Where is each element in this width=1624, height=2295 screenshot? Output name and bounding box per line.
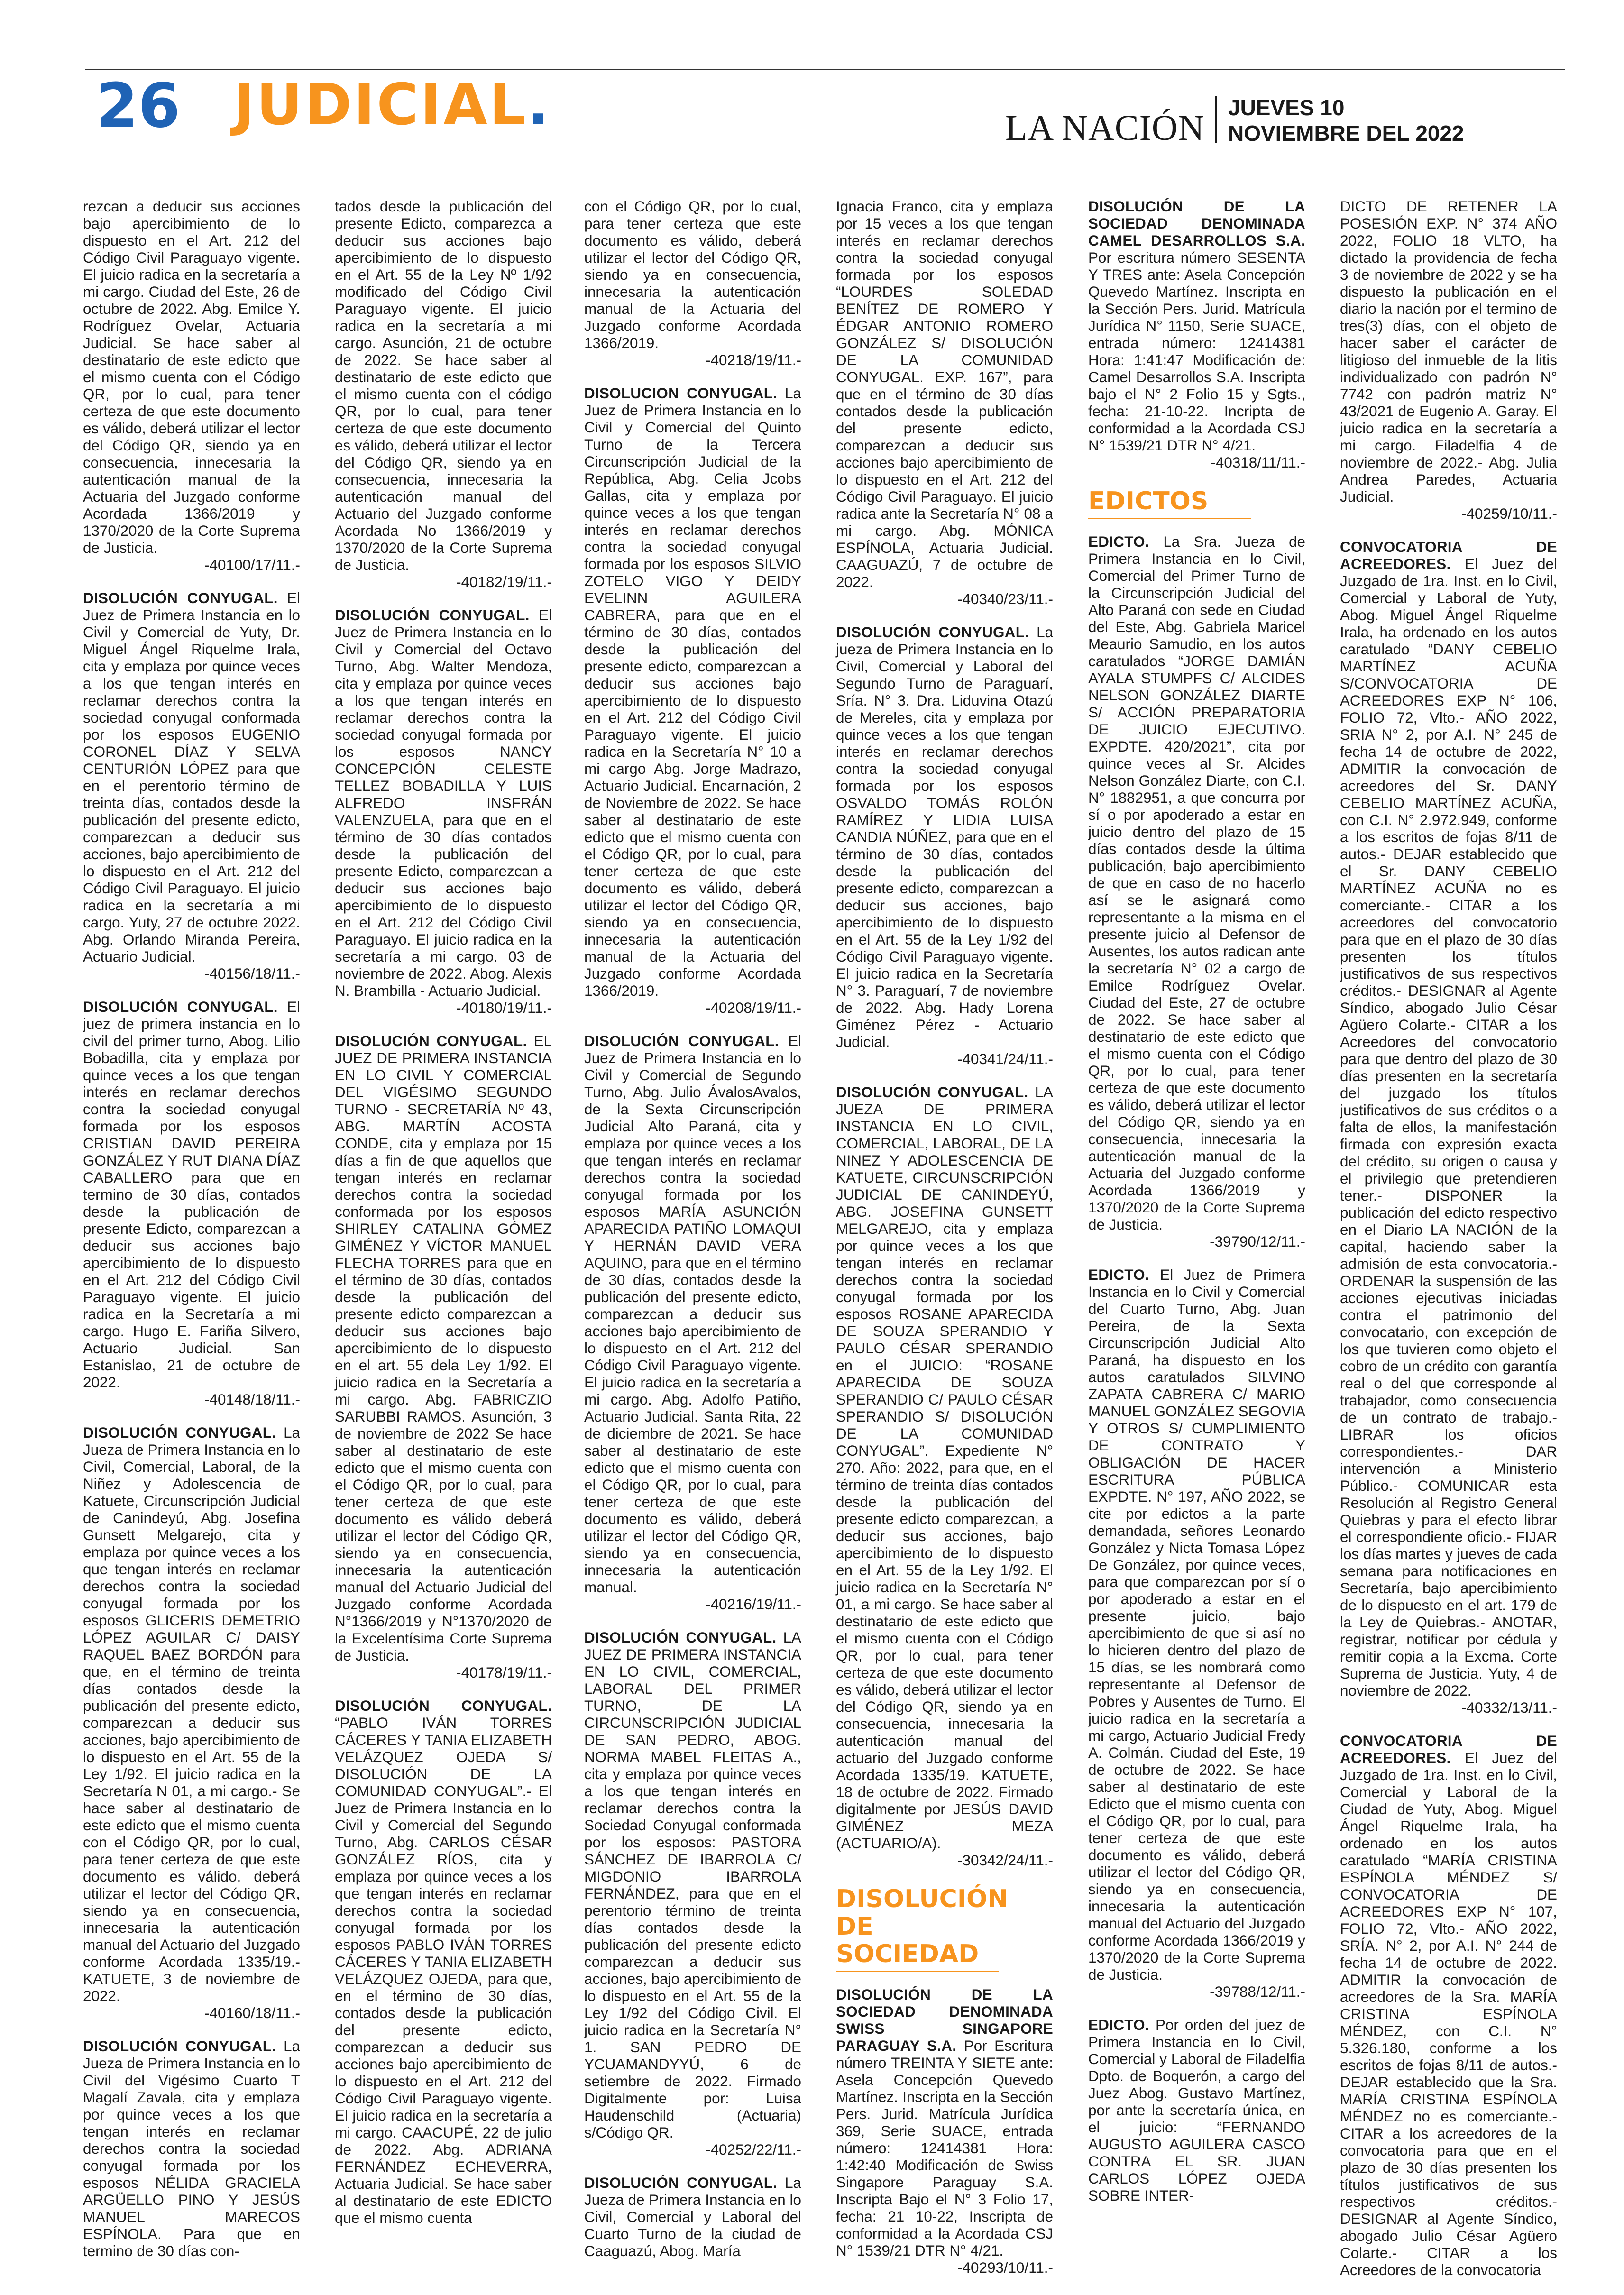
- notice-title: EDICTO.: [1088, 1267, 1149, 1283]
- notice-body: La Jueza de Primera Instancia en lo Civil, Comercial y Laboral del Cuarto Turno de la ciudad de Caaguazú, Abog. María: [584, 2175, 801, 2259]
- notice: [1340, 1733, 1557, 2279]
- notice: [1340, 198, 1557, 523]
- notice: [584, 1629, 801, 2158]
- issue-weekday: JUEVES 10: [1228, 95, 1345, 120]
- notice-title: DISOLUCIÓN CONYUGAL.: [83, 1424, 276, 1441]
- notice-title: CONVOCATORIA DE ACREEDORES.: [1340, 1733, 1557, 1766]
- section-name: JUDICIAL: [233, 72, 528, 138]
- notice-reference: -40216/19/11.-: [706, 1596, 801, 1613]
- notice-title: DISOLUCIÓN CONYUGAL.: [584, 1033, 779, 1049]
- notice: [1340, 539, 1557, 1717]
- notice-title: DISOLUCIÓN CONYUGAL.: [335, 1698, 552, 1714]
- notice-reference: -40218/19/11.-: [706, 352, 801, 368]
- notice-body: Ignacia Franco, cita y emplaza por 15 veces a los que tengan interés en reclamar derechos contra la sociedad conyugal formada por los esposos “LOURDES SOLEDAD BENÍTEZ DE ROMERO Y ÉDGAR ANTONIO ROMERO GONZÁLEZ S/ DISOLUCIÓN DE LA COMUNIDAD CONYUGAL. EXP. 167”, para que en el término de 30 días contados desde la publicación del presente edicto, comparezcan a deducir sus acciones bajo apercibimiento de lo dispuesto en el Art. 212 del Código Civil Paraguayo. El juicio radica ante la Secretaría N° 08 a mi cargo. Abg. MÓNICA ESPÍNOLA, Actuaria Judicial. CAAGUAZÚ, 7 de octubre de 2022.: [836, 198, 1053, 590]
- notice-body: EL JUEZ DE PRIMERA INSTANCIA EN LO CIVIL Y COMERCIAL DEL VIGÉSIMO SEGUNDO TURNO - SECRETARÍA Nº 43, ABG. MARTÍN ACOSTA CONDE, cita y emplaza por 15 días a fin de que aquellos que tengan interés en reclamar derechos contra la sociedad conformada por los esposos SHIRLEY CATALINA GÓMEZ GIMÉNEZ Y VÍCTOR MANUEL FLECHA TORRES para que en el término de 30 días, contados desde la publicación del presente edicto comparezcan a deducir sus acciones bajo apercibimiento de lo dispuesto en el art. 55 dela Ley 1/92. El juicio radica en la Secretaría a mi cargo. Abg. FABRICZIO SARUBBI RAMOS. Asunción, 3 de noviembre de 2022 Se hace saber al destinatario de este edicto que el mismo cuenta con el Código QR, por lo cual, para tener certeza de que este documento es válido deberá utilizar el lector del Código QR, siendo ya en consecuencia, innecesaria la autenticación manual del Actuario Judicial del Juzgado conforme Acordada N°1366/2019 y N°1370/2020 de la Excelentísima Corte Suprema de Justicia.: [335, 1033, 552, 1664]
- notice: [584, 385, 801, 1017]
- issue-month-year: NOVIEMBRE DEL 2022: [1228, 121, 1464, 146]
- notice-reference: -40180/19/11.-: [456, 1000, 552, 1016]
- notice: [1088, 198, 1305, 471]
- notice-title: CONVOCATORIA DE ACREEDORES.: [1340, 539, 1557, 572]
- issue-date: [1228, 95, 1464, 146]
- notice-body: La Jueza de Primera Instancia en lo Civil del Vigésimo Cuarto T Magalí Zavala, cita y emplaza por quince veces a los que tengan interés en reclamar derechos contra la sociedad conyugal formada por los esposos NÉLIDA GRACIELA ARGÜELLO PINO Y JESÚS MANUEL MARECOS ESPÍNOLA. Para que en termino de 30 días con-: [83, 2038, 300, 2259]
- notice: [836, 1084, 1053, 1869]
- section-heading-line: EDICTOS: [1088, 487, 1209, 515]
- notice-reference: -39788/12/11.-: [1210, 1983, 1305, 2000]
- notice-reference: -40340/23/11.-: [957, 591, 1053, 607]
- notice-body: El Juez del Juzgado de 1ra. Inst. en lo Civil, Comercial y Laboral de la Ciudad de Yuty, Abog. Miguel Ángel Riquelme Irala, ha ordenado en los autos caratulado “MARÍA CRISTINA ESPÍNOLA MÉNDEZ S/ CONVOCATORIA DE ACREEDORES EXP N° 107, FOLIO 72, Vlto.- AÑO 2022, SRÍA. N° 2, por A.I. N° 244 de fecha 14 de octubre de 2022. ADMITIR la convocación de acreedores de la Sra. MARÍA CRISTINA ESPÍNOLA MÉNDEZ, con C.I. N° 5.326.180, conforme a los escritos de fojas 8/11 de autos.- DEJAR establecido que la Sra. MARÍA CRISTINA ESPÍNOLA MÉNDEZ no es comerciante.- CITAR a los acreedores de la convocatoria para que en el plazo de 30 días presenten los títulos justificativos de sus respectivos créditos.- DESIGNAR al Agente Síndico, abogado Julio César Agüero Colarte.- CITAR a los Acreedores de la convocatoria: [1340, 1750, 1557, 2278]
- column-1: [83, 198, 300, 2276]
- notice-title: EDICTO.: [1088, 533, 1149, 550]
- notice-title: DISOLUCIÓN CONYUGAL.: [83, 2038, 276, 2055]
- notice-body: Por Escritura número TREINTA Y SIETE ante: Asela Concepción Quevedo Martínez. Inscripta en la Sección Pers. Jurid. Matrícula Jurídica 369, Serie SUACE, entrada número: 12414381 Hora: 1:42:40 Modificación de Swiss Singapore Paraguay S.A. Inscripta Bajo el N° 3 Folio 17, fecha: 21 10-22, Inscripta de conformidad a la Acordada CSJ N° 1539/21 DTR N° 4/21.: [836, 2038, 1053, 2259]
- notice-title: DISOLUCIÓN DE LA SOCIEDAD DENOMINADA CAMEL DESARROLLOS S.A.: [1088, 198, 1305, 249]
- notice-reference: -40341/24/11.-: [957, 1051, 1053, 1067]
- notice-body: El Juez de Primera Instancia en lo Civil y Comercial de Yuty, Dr. Miguel Ángel Riquelme Irala, cita y emplaza por quince veces a los que tengan interés en reclamar derechos contra la sociedad conyugal conformada por los esposos EUGENIO CORONEL DÍAZ Y SELVA CENTURIÓN LÓPEZ para que en el perentorio término de treinta días, contados desde la publicación del presente edicto, comparezcan a deducir sus acciones, bajo apercibimiento de lo dispuesto en el Art. 212 del Código Civil Paraguayo. El juicio radica en la secretaría a mi cargo. Yuty, 27 de octubre 2022. Abg. Orlando Miranda Pereira, Actuario Judicial.: [83, 590, 300, 965]
- notice: [335, 1698, 552, 2227]
- section-heading-line: DISOLUCIÓN: [836, 1885, 1008, 1913]
- notice: [83, 198, 300, 574]
- notice-reference: -40182/19/11.-: [456, 574, 552, 590]
- notice: [335, 1033, 552, 1681]
- notice: [335, 198, 552, 591]
- notice: [836, 1986, 1053, 2277]
- section-heading: [1088, 487, 1251, 519]
- notice-body: La jueza de Primera Instancia en lo Civil, Comercial y Laboral del Segundo Turno de Paraguarí, Sría. N° 3, Dra. Liduvina Otazú de Mereles, cita y emplaza por quince veces a los que tengan interés en reclamar derechos contra la sociedad conyugal formada por los esposos OSVALDO TOMÁS ROLÓN RAMÍREZ Y LIDIA LUISA CANDIA NÚÑEZ, para que en el término de 30 días, contados desde la publicación del presente edicto, comparezcan a deducir sus acciones, bajo apercibimiento de lo dispuesto en el Art. 55 de la Ley 1/92 del Código Civil Paraguayo vigente. El juicio radica en la Secretaría N° 3. Paraguarí, 7 de noviembre de 2022. Abg. Hady Lorena Giménez Pérez - Actuario Judicial.: [836, 624, 1053, 1050]
- notice: [836, 624, 1053, 1068]
- notice-body: con el Código QR, por lo cual, para tener certeza que este documento es válido, deberá utilizar el lector del Código QR, siendo ya en consecuencia, innecesaria la autenticación manual de la Actuaria del Juzgado conforme Acordada 1366/2019.: [584, 198, 801, 351]
- notice-title: DISOLUCIÓN CONYUGAL.: [584, 1629, 777, 1646]
- notice-reference: -40148/18/11.-: [204, 1391, 300, 1408]
- column-5: [1088, 198, 1305, 2221]
- masthead-logo: LA NACIÓN: [1005, 108, 1205, 148]
- notice-title: DISOLUCIÓN DE LA SOCIEDAD DENOMINADA SWISS SINGAPORE PARAGUAY S.A.: [836, 1986, 1053, 2054]
- notice-reference: -40252/22/11.-: [706, 2141, 801, 2158]
- notice-body: DICTO DE RETENER LA POSESIÓN EXP. N° 374 AÑO 2022, FOLIO 18 VLTO, ha dictado la providencia de fecha 3 de noviembre de 2022 y se ha dispuesto la publicación en el diario la nación por el termino de tres(3) días, con el objeto de hacer saber el carácter de litigioso del inmueble de la litis individualizado con padrón N° 7742 con padrón matriz N° 43/2021 de Eugenio A. Garay. El juicio radica en la secretaría a mi cargo. Filadelfia 4 de noviembre de 2022.- Abg. Julia Andrea Paredes, Actuaria Judicial.: [1340, 198, 1557, 505]
- notice-title: DISOLUCIÓN CONYUGAL.: [83, 590, 278, 606]
- notice: [1088, 1267, 1305, 2001]
- column-2: [335, 198, 552, 2243]
- notice-title: DISOLUCIÓN CONYUGAL.: [335, 607, 530, 624]
- notice: [836, 198, 1053, 608]
- notice-reference: -40293/10/11.-: [957, 2259, 1053, 2276]
- notice-title: DISOLUCIÓN CONYUGAL.: [836, 1084, 1028, 1101]
- notice: [584, 1033, 801, 1613]
- notice-reference: -40332/13/11.-: [1461, 1699, 1557, 1716]
- section-heading-line: DE SOCIEDAD: [836, 1912, 979, 1968]
- notice: [584, 198, 801, 369]
- notice-body: “PABLO IVÁN TORRES CÁCERES Y TANIA ELIZABETH VELÁZQUEZ OJEDA S/ DISOLUCIÓN DE LA COMUNIDAD CONYUGAL”.- El Juez de Primera Instancia en lo Civil y Comercial del Segundo Turno, Abg. CARLOS CÉSAR GONZÁLEZ RÍOS, cita y emplaza por quince veces a los que tengan interés en reclamar derechos contra la sociedad conyugal formada por los esposos PABLO IVÁN TORRES CÁCERES Y TANIA ELIZABETH VELÁZQUEZ OJEDA, para que, en el término de 30 días, contados desde la publicación del presente edicto, comparezcan a deducir sus acciones bajo apercibimiento de lo dispuesto en el Art. 212 del Código Civil Paraguayo vigente. El juicio radica en la secretaría a mi cargo. CAACUPÉ, 22 de julio de 2022. Abg. ADRIANA FERNÁNDEZ ECHEVERRA, Actuaria Judicial. Se hace saber al destinatario de este EDICTO que el mismo cuenta: [335, 1715, 552, 2226]
- notice: [83, 590, 300, 982]
- notice-body: rezcan a deducir sus acciones bajo apercibimiento de lo dispuesto en el Art. 212 del Código Civil Paraguayo vigente. El juicio radica en la secretaría a mi cargo. Ciudad del Este, 26 de octubre de 2022. Abg. Emilce Y. Rodríguez Ovelar, Actuaria Judicial. Se hace saber al destinatario de este edicto que el mismo cuenta con el Código QR, por lo cual, para tener certeza de que este documento es válido, deberá utilizar el lector del Código QR, siendo ya en consecuencia, innecesaria la autenticación manual de la Actuaria del Juzgado conforme Acordada 1366/2019 y 1370/2020 de la Corte Suprema de Justicia.: [83, 198, 300, 556]
- notice-body: LA JUEZ DE PRIMERA INSTANCIA EN LO CIVIL, COMERCIAL, LABORAL DEL PRIMER TURNO, DE LA CIRCUNSCRIPCIÓN JUDICIAL DE SAN PEDRO, ABOG. NORMA MABEL FLEITAS A., cita y emplaza por quince veces a los que tengan interés en reclamar derechos contra la Sociedad Conyugal conformada por los esposos: PASTORA SÁNCHEZ DE IBARROLA C/ MIGDONIO IBARROLA FERNÁNDEZ, para que en el perentorio término de treinta días contados desde la publicación del presente edicto comparezcan a deducir sus acciones, bajo apercibimiento de lo dispuesto en el Art. 55 de la Ley 1/92 del Código Civil. El juicio radica en la Secretaría N° 1. SAN PEDRO DE YCUAMANDYYÚ, 6 de setiembre de 2022. Firmado Digitalmente por: Luisa Haudenschild (Actuaria) s/Código QR.: [584, 1629, 801, 2141]
- notice-title: EDICTO.: [1088, 2017, 1149, 2033]
- notice-body: Por orden del juez de Primera Instancia en lo Civil, Comercial y Laboral de Filadelfia Dpto. de Boquerón, a cargo del Juez Abog. Gustavo Martínez, por ante la secretaría única, en el juicio: “FERNANDO AUGUSTO AGUILERA CASCO CONTRA EL SR. JUAN CARLOS LÓPEZ OJEDA SOBRE INTER-: [1088, 2017, 1305, 2204]
- notice-body: El Juez del Juzgado de 1ra. Inst. en lo Civil, Comercial y Laboral de Yuty, Abog. Miguel Ángel Riquelme Irala, ha ordenado en los autos caratulado “DANY CEBELIO MARTÍNEZ ACUÑA S/CONVOCATORIA DE ACREEDORES EXP N° 106, FOLIO 72, Vlto.- AÑO 2022, SRIA N° 2, por A.I. N° 245 de fecha 14 de octubre de 2022, ADMITIR la convocación de acreedores del Sr. DANY CEBELIO MARTÍNEZ ACUÑA, con C.I. N° 2.972.949, conforme a los escritos de fojas 8/11 de autos.- DEJAR establecido que el Sr. DANY CEBELIO MARTÍNEZ ACUÑA no es comerciante.- CITAR a los acreedores del convocatorio para que en el plazo de 30 días presenten los títulos justificativos de sus respectivos créditos.- DESIGNAR al Agente Síndico, abogado Julio César Agüero Colarte.- CITAR a los Acreedores del convocatorio para que dentro del plazo de 30 días presenten en la secretaría del juzgado los títulos justificativos de sus créditos o a falta de ellos, la manifestación firmada con expresión exacta del crédito, su origen o causa y el privilegio que pretendieren tener.- DISPONER la publicación del edicto respectivo en el Diario LA NACIÓN de la capital, haciendo saber la admisión de esta convocatoria.- ORDENAR la suspensión de las acciones ejecutivas iniciadas contra el patrimonio del convocatario, con excepción de los que tuvieren como objeto el cobro de un crédito con garantía real o del que corresponde al trabajador, como consecuencia de un contrato de trabajo.- LIBRAR los oficios correspondientes.- DAR intervención a Ministerio Público.- COMUNICAR esta Resolución al Registro General Quiebras y para el efecto librar el correspondiente oficio.- FIJAR los días martes y jueves de cada semana para notificaciones en Secretaría, bajo apercibimiento de lo dispuesto en el art. 179 de la Ley de Quiebras.- ANOTAR, registrar, notificar por cédula y remitir copia a la Excma. Corte Suprema de Justicia. Yuty, 4 de noviembre de 2022.: [1340, 556, 1557, 1699]
- notice-title: DISOLUCIÓN CONYUGAL.: [584, 2175, 778, 2191]
- notice-body: Por escritura número SESENTA Y TRES ante: Asela Concepción Quevedo Martínez. Inscripta en la Sección Pers. Jurid. Matrícula Jurídica N° 1150, Serie SUACE, entrada número: 12414381 Hora: 1:41:47 Modificación de: Camel Desarrollos S.A. Inscripta bajo el N° 2 Folio 15 y Sgts., fecha: 21-10-22. Incripta de conformidad a la Acordada CSJ N° 1539/21 DTR N° 4/21.: [1088, 249, 1305, 454]
- page-number: 26: [96, 71, 181, 141]
- masthead-divider: [1215, 96, 1217, 143]
- notice-body: El juez de primera instancia en lo civil del primer turno, Abog. Lilio Bobadilla, cita y emplaza por quince veces a los que tengan interés en reclamar derechos contra la sociedad conyugal formada por los esposos CRISTIAN DAVID PEREIRA GONZÁLEZ Y RUT DIANA DÍAZ CABALLERO para que en termino de 30 días, contados desde la publicación de presente Edicto, comparezcan a deducir sus acciones bajo apercibimiento de lo dispuesto en el Art. 212 del Código Civil Paraguayo vigente. El juicio radica en la Secretaría a mi cargo. Hugo E. Fariña Silvero, Actuario Judicial. San Estanislao, 21 de octubre de 2022.: [83, 999, 300, 1391]
- section-title: [233, 72, 551, 138]
- notice-reference: -40160/18/11.-: [204, 2005, 300, 2021]
- notice-reference: -40259/10/11.-: [1461, 505, 1557, 522]
- column-3: [584, 198, 801, 2276]
- notice-title: DISOLUCION CONYUGAL.: [584, 385, 778, 402]
- section-dot: .: [527, 72, 551, 138]
- notice-reference: -40318/11/11.-: [1211, 454, 1305, 471]
- notice: [83, 999, 300, 1408]
- notice-body: LA JUEZA DE PRIMERA INSTANCIA EN LO CIVIL, COMERCIAL, LABORAL, DE LA NINEZ Y ADOLESCENCIA DE KATUETE, CIRCUNSCRIPCIÓN JUDICIAL DE CANINDEYÚ, ABG. JOSEFINA GUNSETT MELGAREJO, cita y emplaza por quince veces a los que tengan interés en reclamar derechos contra la sociedad conyugal formada por los esposos ROSANE APARECIDA DE SOUZA SPERANDIO Y PAULO CÉSAR SPERANDIO en el JUICIO: “ROSANE APARECIDA DE SOUZA SPERANDIO C/ PAULO CÉSAR SPERANDIO S/ DISOLUCIÓN DE LA COMUNIDAD CONYUGAL”. Expediente N° 270. Año: 2022, para que, en el término de treinta días contados desde la publicación del presente edicto comparezcan, a deducir sus acciones, bajo apercibimiento de lo dispuesto en el Art. 55 de la Ley 1/92. El juicio radica en la Secretaría N° 01, a mi cargo. Se hace saber al destinatario de este edicto que el mismo cuenta con el Código QR, por lo cual, para tener certeza de que este documento es válido, deberá utilizar el lector del Código QR, siendo ya en consecuencia, innecesaria la autenticación manual del actuario del Juzgado conforme Acordada 1335/19. KATUETE, 18 de octubre de 2022. Firmado digitalmente por JESÚS DAVID GIMÉNEZ MEZA (ACTUARIO/A).: [836, 1084, 1053, 1852]
- notice: [83, 2038, 300, 2260]
- notice-body: El Juez de Primera Instancia en lo Civil y Comercial de Segundo Turno, Abg. Julio ÁvalosAvalos, de la Sexta Circunscripción Judicial Alto Paraná, cita y emplaza por quince veces a los que tengan interés en reclamar derechos contra la sociedad conyugal formada por los esposos MARÍA ASUNCIÓN APARECIDA PATIÑO LOMAQUI Y HERNÁN DAVID VERA AQUINO, para que en el término de 30 días, contados desde la publicación del presente edicto, comparezcan a deducir sus acciones bajo apercibimiento de lo dispuesto en el Art. 212 del Código Civil Paraguayo vigente. El juicio radica en la secretaría a mi cargo. Abg. Adolfo Patiño, Actuario Judicial. Santa Rita, 22 de diciembre de 2021. Se hace saber al destinatario de este edicto que el mismo cuenta con el Código QR, por lo cual, para tener certeza de que este documento es válido, deberá utilizar el lector del Código QR, siendo ya en consecuencia, innecesaria la autenticación manual.: [584, 1033, 801, 1596]
- notice-reference: -30342/24/11.-: [957, 1852, 1053, 1869]
- notice-reference: -39790/12/11.-: [1210, 1233, 1305, 1250]
- notice-reference: -40156/18/11.-: [204, 965, 300, 982]
- column-6: [1340, 198, 1557, 2295]
- notice-reference: -40178/19/11.-: [456, 1664, 552, 1681]
- header-rule: [85, 69, 1565, 70]
- notice-body: La Juez de Primera Instancia en lo Civil y Comercial del Quinto Turno de la Tercera Circunscripción Judicial de la República, Abg. Celia Jcobs Gallas, cita y emplaza por quince veces a los que tengan interés en reclamar derechos contra la sociedad conyugal formada por los esposos SILVIO ZOTELO VIGO Y DEIDY EVELINN AGUILERA CABRERA, para que en el término de 30 días, contados desde la publicación del presente edicto, comparezcan a deducir sus acciones bajo apercibimiento de lo dispuesto en el Art. 212 del Código Civil Paraguayo vigente. El juicio radica en la Secretaría N° 10 a mi cargo Abg. Jorge Madrazo, Actuario Judicial. Encarnación, 2 de Noviembre de 2022. Se hace saber al destinatario de este edicto que el mismo cuenta con el Código QR, por lo cual, para tener certeza de que este documento es válido, deberá utilizar el lector del Código QR, siendo ya en consecuencia, innecesaria la autenticación manual de la Actuaria del Juzgado conforme Acordada 1366/2019.: [584, 385, 801, 999]
- notice-body: La Jueza de Primera Instancia en lo Civil, Comercial, Laboral, de la Niñez y Adolescencia de Katuete, Circunscripción Judicial de Canindeyú, Abg. Josefina Gunsett Melgarejo, cita y emplaza por quince veces a los que tengan interés en reclamar derechos contra la sociedad conyugal formada por los esposos GLICERIS DEMETRIO LÓPEZ AGUILAR C/ DAISY RAQUEL BAEZ BORDÓN para que, en el término de treinta días contados desde la publicación del presente edicto, comparezcan a deducir sus acciones, bajo apercibimiento de lo dispuesto en el Art. 55 de la Ley 1/92. El juicio radica en la Secretaría N 01, a mi cargo.- Se hace saber al destinatario de este edicto que el mismo cuenta con el Código QR, por lo cual, para tener certeza de que este documento es válido, deberá utilizar el lector del Código QR, siendo ya en consecuencia, innecesaria la autenticación manual del Actuario del Juzgado conforme Acordada 1335/19.- KATUETE, 3 de noviembre de 2022.: [83, 1424, 300, 2004]
- notice: [1088, 2017, 1305, 2204]
- notice-reference: -40208/19/11.-: [706, 1000, 801, 1016]
- notice-body: tados desde la publicación del presente Edicto, comparezca a deducir sus acciones bajo apercibimiento de lo dispuesto en el Art. 55 de la Ley Nº 1/92 modificado del Código Civil Paraguayo vigente. El juicio radica en la secretaría a mi cargo. Asunción, 21 de octubre de 2022. Se hace saber al destinatario de este edicto que el mismo cuenta con el código QR, por lo cual, para tener certeza de que este documento es válido, deberá utilizar el lector del Código QR, siendo ya en consecuencia, innecesaria la autenticación manual del Actuario del Juzgado conforme Acordada No 1366/2019 y 1370/2020 de la Corte Suprema de Justicia.: [335, 198, 552, 573]
- notice-reference: -40100/17/11.-: [204, 557, 300, 573]
- section-heading: [836, 1885, 1008, 1972]
- column-4: [836, 198, 1053, 2293]
- notice-body: La Sra. Jueza de Primera Instancia en lo Civil, Comercial del Primer Turno de la Circunscripción Judicial del Alto Paraná con sede en Ciudad del Este, Abg. Gabriela Maricel Meaurio Samudio, en los autos caratulados “JORGE DAMIÁN AYALA STUMPFS C/ ALCIDES NELSON GONZÁLEZ DIARTE S/ ACCIÓN PREPARATORIA DE JUICIO EJECUTIVO. EXPDTE. 420/2021”, cita por quince veces al Sr. Alcides Nelson González Diarte, con C.I. N° 1882951, a que concurra por sí o por apoderado a estar en juicio dentro del plazo de 15 días contados desde la última publicación, bajo apercibimiento de que en caso de no hacerlo así se le asignará como representante a la misma en el presente juicio al Defensor de Ausentes, los autos radican ante la secretaría N° 02 a cargo de Emilce Rodríguez Ovelar. Ciudad del Este, 27 de octubre de 2022. Se hace saber al destinatario de este edicto que el mismo cuenta con el Código QR, por lo cual, para tener certeza de que este documento es válido, deberá utilizar el lector del Código QR, siendo ya en consecuencia, innecesaria la autenticación manual de la Actuaria del Juzgado conforme Acordada 1366/2019 y 1370/2020 de la Corte Suprema de Justicia.: [1088, 533, 1305, 1233]
- notice: [1088, 533, 1305, 1250]
- notice-title: DISOLUCIÓN CONYUGAL.: [83, 999, 278, 1015]
- notice-title: DISOLUCIÓN CONYUGAL.: [335, 1033, 527, 1049]
- notice-body: El Juez de Primera Instancia en lo Civil y Comercial del Octavo Turno, Abg. Walter Mendoza, cita y emplaza por quince veces a los que tengan interés en reclamar derechos contra la sociedad conyugal formada por los esposos NANCY CONCEPCIÓN CELESTE TELLEZ BOBADILLA Y LUIS ALFREDO INSFRÁN VALENZUELA, para que en el término de 30 días contados desde la publicación del presente Edicto, comparezcan a deducir sus acciones bajo apercibimiento de lo dispuesto en el Art. 212 del Código Civil Paraguayo. El juicio radica en la secretaría a mi cargo. 03 de noviembre de 2022. Abog. Alexis N. Brambilla - Actuario Judicial.: [335, 607, 552, 999]
- notice: [335, 607, 552, 1017]
- notice-title: DISOLUCIÓN CONYUGAL.: [836, 624, 1029, 641]
- notice: [83, 1424, 300, 2022]
- notice: [584, 2175, 801, 2260]
- notice-body: El Juez de Primera Instancia en lo Civil y Comercial del Cuarto Turno, Abg. Juan Pereira, de la Sexta Circunscripción Judicial Alto Paraná, ha dispuesto en los autos caratulados SILVINO ZAPATA CABRERA C/ MARIO MANUEL GONZÁLEZ SEGOVIA Y OTROS S/ CUMPLIMIENTO DE CONTRATO Y OBLIGACIÓN DE HACER ESCRITURA PÚBLICA EXPDTE. N° 197, AÑO 2022, se cite por edictos a la parte demandada, señores Leonardo González y Nicta Tomasa López De González, por quince veces, para que comparezcan por sí o por apoderado a estar en el presente juicio, bajo apercibimiento de que si así no lo hicieren dentro del plazo de 15 días, se les nombrará como representante al Defensor de Pobres y Ausentes de Turno. El juicio radica en la secretaría a mi cargo, Actuario Judicial Fredy A. Colmán. Ciudad del Este, 19 de octubre de 2022. Se hace saber al destinatario de este Edicto que el mismo cuenta con el Código QR, por lo cual, para tener certeza de que este documento es válido, deberá utilizar el lector del Código QR, siendo ya en consecuencia, innecesaria la autenticación manual del Actuario del Juzgado conforme Acordada 1366/2019 y 1370/2020 de la Corte Suprema de Justicia.: [1088, 1267, 1305, 1983]
